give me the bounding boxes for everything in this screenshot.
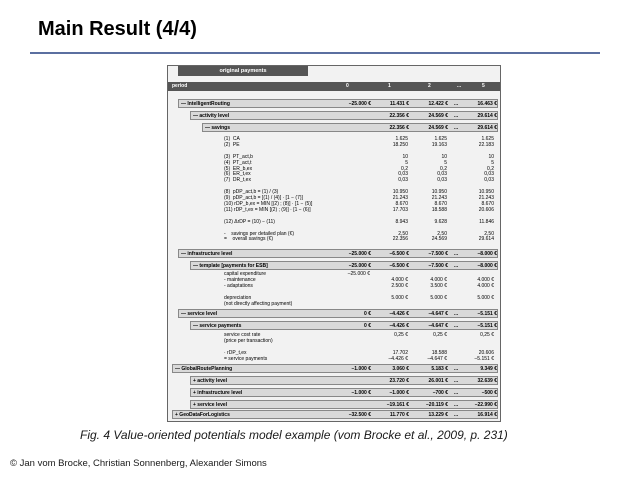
cell-2: –7.500 € [428,263,448,269]
cell-1: –6.500 € [389,251,409,257]
cell-dots: ... [454,311,459,317]
cell-5: 16.463 € [477,101,497,107]
table-row [190,388,498,397]
period-dots: ... [457,83,462,89]
row-label: — infrastructure level [181,251,233,257]
cell-0: –1.000 € [351,366,371,372]
cell-2: 24.569 € [428,113,448,119]
table-row [178,309,498,318]
figure-caption: Fig. 4 Value-oriented potentials model example (vom Brocke et al., 2009, p. 231) [80,428,508,442]
table-row [190,111,498,120]
period-0: 0 [346,83,349,89]
table-row [202,123,498,132]
service-col-5: 0,25 € 20.606 –5.151 € [474,332,494,362]
savings-col-5: 1.625 22.183 10 5 0,2 0,03 0,03 10.950 21.243 8.670 20.606 11.846 2,50 29.614 [478,136,494,243]
row-label: + infrastructure level [193,390,243,396]
template-col-1: 4.000 € 2.500 € 5.000 € [391,276,408,301]
cell-0: –25.000 € [348,101,371,107]
slide-title: Main Result (4/4) [38,18,197,40]
table-row [190,261,498,270]
period-1: 1 [388,83,391,89]
row-label: — service level [181,311,218,317]
cell-5: –8.000 € [477,263,497,269]
row-label: — savings [205,125,231,131]
title-divider [30,52,600,54]
savings-formulas: (1) CA (2) PE (3) PT_act,b (4) PT_act,t (5) ER_b,ex (6) ER_t,ex (7) DR_t,ex (8) pDP_act,b = (1) / (3) (9) pDP_act,b = [(1) / (4)] · [1 − (7)] (10) rDP_b,ex = MIN [(2) ; (8)] · [1 − (5)] (11) rDP_t,ex = MIN [(2) ; (9)] · [1 − (6)] (12) ΔrDP = (10) − (11) - savings per detailed plan (€) = overall savings (€) [224,136,313,243]
cell-5: 29.614 € [477,113,497,119]
cell-1: –4.426 € [389,323,409,329]
cell-1: 11.431 € [389,101,409,107]
service-col-1: 0,25 € 17.702 –4.426 € [388,332,408,362]
cell-1: 23.720 € [389,378,409,384]
cell-2: –700 € [432,390,448,396]
cell-dots: ... [454,412,459,418]
period-2: 2 [428,83,431,89]
period-5: 5 [482,83,485,89]
table-row [178,99,498,108]
template-col-0: –25.000 € [347,271,370,277]
template-col-5: 4.000 € 4.000 € 5.000 € [477,276,494,301]
cell-0: –32.500 € [348,412,371,418]
cell-1: –4.426 € [389,311,409,317]
cell-5: –500 € [481,390,497,396]
cell-0: 0 € [364,311,371,317]
cell-2: –4.647 € [428,323,448,329]
service-col-2: 0,25 € 18.588 –4.647 € [427,332,447,362]
row-label: + service level [193,402,228,408]
cell-1: –6.500 € [389,263,409,269]
cell-2: 26.001 € [428,378,448,384]
table-row [190,376,498,385]
cell-1: 11.770 € [389,412,409,418]
cell-dots: ... [454,378,459,384]
cell-dots: ... [454,125,459,131]
table-row [172,410,498,419]
cell-5: 16.914 € [477,412,497,418]
cell-dots: ... [454,390,459,396]
period-label: period [172,83,188,89]
cell-dots: ... [454,263,459,269]
cell-0: –25.000 € [348,263,371,269]
table-row [172,364,498,373]
row-label: + activity level [193,378,228,384]
cell-2: 24.569 € [428,125,448,131]
row-label: — activity level [193,113,230,119]
cell-dots: ... [454,366,459,372]
table-period-header [168,82,500,91]
row-label: — GlobalRoutePlanning [175,366,233,372]
cell-1: 22.356 € [389,125,409,131]
table-top-header: original payments [178,66,308,76]
cell-5: –22.990 € [474,402,497,408]
cell-2: 12.422 € [428,101,448,107]
cell-1: –19.161 € [386,402,409,408]
template-detail-labels: capital expenditure - maintenance - adaptations depreciation (not directly affecting payment) [224,271,293,307]
table-row [178,249,498,258]
cell-5: 9.349 € [480,366,497,372]
cell-2: –4.647 € [428,311,448,317]
copyright-footer: © Jan vom Brocke, Christian Sonnenberg, Alexander Simons [10,458,267,469]
cell-dots: ... [454,323,459,329]
cell-dots: ... [454,402,459,408]
cell-5: –5.151 € [477,323,497,329]
potentials-model-table [167,65,501,422]
cell-2: –7.500 € [428,251,448,257]
template-col-2: 4.000 € 3.500 € 5.000 € [430,276,447,301]
table-row [190,321,498,330]
cell-1: 3.060 € [392,366,409,372]
cell-0: 0 € [364,323,371,329]
savings-col-2: 1.625 19.163 10 5 0,2 0,03 0,03 10.950 21.243 8.670 18.588 9.628 2,50 24.569 [431,136,447,243]
row-label: — IntelligentRouting [181,101,230,107]
cell-1: 22.356 € [389,113,409,119]
cell-2: –20.119 € [426,402,448,408]
cell-dots: ... [454,113,459,119]
cell-0: –1.000 € [351,390,371,396]
row-label: — service payments [193,323,242,329]
cell-5: –5.151 € [477,311,497,317]
table-row [190,400,498,409]
cell-dots: ... [454,251,459,257]
cell-5: 32.639 € [477,378,497,384]
cell-2: 13.229 € [428,412,448,418]
cell-0: –25.000 € [348,251,371,257]
savings-col-1: 1.625 18.250 10 5 0,2 0,03 0,03 10.950 21.243 8.670 17.703 8.943 2,50 22.356 [392,136,408,243]
cell-dots: ... [454,101,459,107]
service-detail-labels: service cost rate (price per transaction) · rDP_t,ex = service payments [224,332,273,362]
row-label: — template [payments for ESB] [193,263,268,269]
row-label: + GeoDataForLogistics [175,412,230,418]
cell-5: –8.000 € [477,251,497,257]
cell-5: 29.614 € [477,125,497,131]
cell-2: 5.183 € [431,366,448,372]
cell-1: –1.000 € [389,390,409,396]
